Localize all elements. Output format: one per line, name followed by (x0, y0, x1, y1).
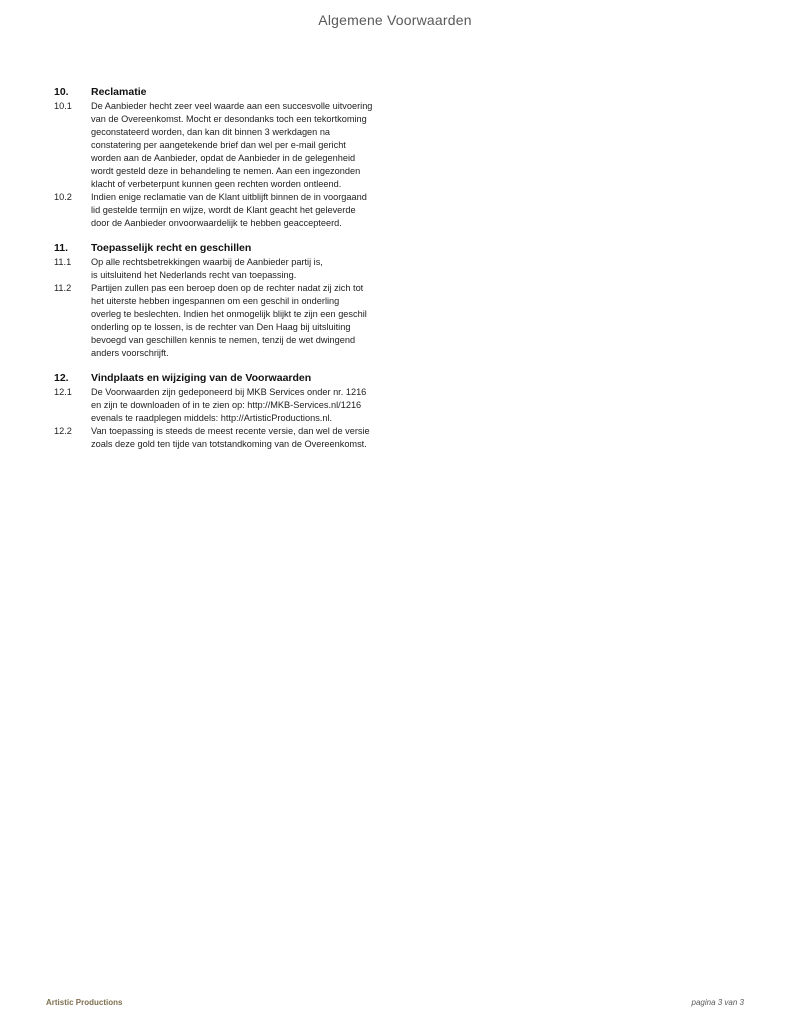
clause-line: zoals deze gold ten tijde van totstandkoming van de Overeenkomst. (91, 439, 367, 449)
clause-11-1 (54, 256, 394, 282)
clause-line: het uiterste hebben ingespannen om een geschil in onderling (91, 296, 340, 306)
clause-text (91, 282, 394, 360)
section-toepasselijk-recht (54, 242, 394, 360)
section-title: Toepasselijk recht en geschillen (91, 242, 252, 254)
clause-line: anders voorschrijft. (91, 348, 169, 358)
clause-12-1 (54, 386, 394, 425)
section-heading (54, 372, 394, 385)
clause-number: 12.2 (54, 426, 72, 436)
clause-line: door de Aanbieder onvoorwaardelijk te hebben geaccepteerd. (91, 218, 342, 228)
clause-number: 11.1 (54, 257, 72, 267)
section-heading (54, 86, 394, 99)
clause-line: lid gestelde termijn en wijze, wordt de Klant geacht het geleverde (91, 205, 356, 215)
clause-text (91, 100, 394, 191)
clause-text (91, 386, 394, 425)
clause-line: De Voorwaarden zijn gedeponeerd bij MKB Services onder nr. 1216 (91, 387, 367, 397)
clause-10-1 (54, 100, 394, 191)
clause-line: Op alle rechtsbetrekkingen waarbij de Aanbieder partij is, (91, 257, 323, 267)
clause-line: evenals te raadplegen middels: http://ArtisticProductions.nl. (91, 413, 333, 423)
clause-number: 11.2 (54, 283, 72, 293)
clause-line: en zijn te downloaden of in te zien op: http://MKB-Services.nl/1216 (91, 400, 362, 410)
clause-line: wordt gesteld deze in behandeling te nemen. Aan een ingezonden (91, 166, 361, 176)
section-vindplaats (54, 372, 394, 451)
clause-text (91, 425, 394, 451)
clause-line: geconstateerd worden, dan kan dit binnen 3 werkdagen na (91, 127, 331, 137)
section-title: Reclamatie (91, 86, 147, 98)
clause-text (91, 256, 394, 282)
section-title: Vindplaats en wijziging van de Voorwaarden (91, 372, 312, 384)
footer-company-name: Artistic Productions (46, 998, 123, 1007)
document-body (54, 86, 394, 463)
clause-11-2 (54, 282, 394, 360)
clause-number: 10.2 (54, 192, 72, 202)
section-number: 12. (54, 372, 69, 384)
clause-10-2 (54, 191, 394, 230)
clause-line: De Aanbieder hecht zeer veel waarde aan een succesvolle uitvoering (91, 101, 373, 111)
section-reclamatie (54, 86, 394, 230)
clause-line: worden aan de Aanbieder, opdat de Aanbieder in de gelegenheid (91, 153, 356, 163)
clause-line: constatering per aangetekende brief dan wel per e-mail gericht (91, 140, 346, 150)
footer-page-number: pagina 3 van 3 (691, 998, 744, 1007)
section-heading (54, 242, 394, 255)
clause-line: Indien enige reclamatie van de Klant uitblijft binnen de in voorgaand (91, 192, 367, 202)
clause-line: onderling op te lossen, is de rechter van Den Haag bij uitsluiting (91, 322, 351, 332)
section-number: 10. (54, 86, 69, 98)
page-title: Algemene Voorwaarden (318, 12, 472, 28)
clause-line: klacht of verbeterpunt kunnen geen rechten worden ontleend. (91, 179, 342, 189)
section-number: 11. (54, 242, 69, 254)
clause-line: Partijen zullen pas een beroep doen op de rechter nadat zij zich tot (91, 283, 364, 293)
clause-line: bevoegd van geschillen kennis te nemen, tenzij de wet dwingend (91, 335, 356, 345)
clause-number: 12.1 (54, 387, 72, 397)
clause-text (91, 191, 394, 230)
clause-12-2 (54, 425, 394, 451)
clause-line: van de Overeenkomst. Mocht er desondanks toch een tekortkoming (91, 114, 367, 124)
clause-line: Van toepassing is steeds de meest recente versie, dan wel de versie (91, 426, 370, 436)
clause-line: overleg te beslechten. Indien het onmogelijk blijkt te zijn een geschil (91, 309, 367, 319)
clause-number: 10.1 (54, 101, 72, 111)
clause-line: is uitsluitend het Nederlands recht van toepassing. (91, 270, 297, 280)
